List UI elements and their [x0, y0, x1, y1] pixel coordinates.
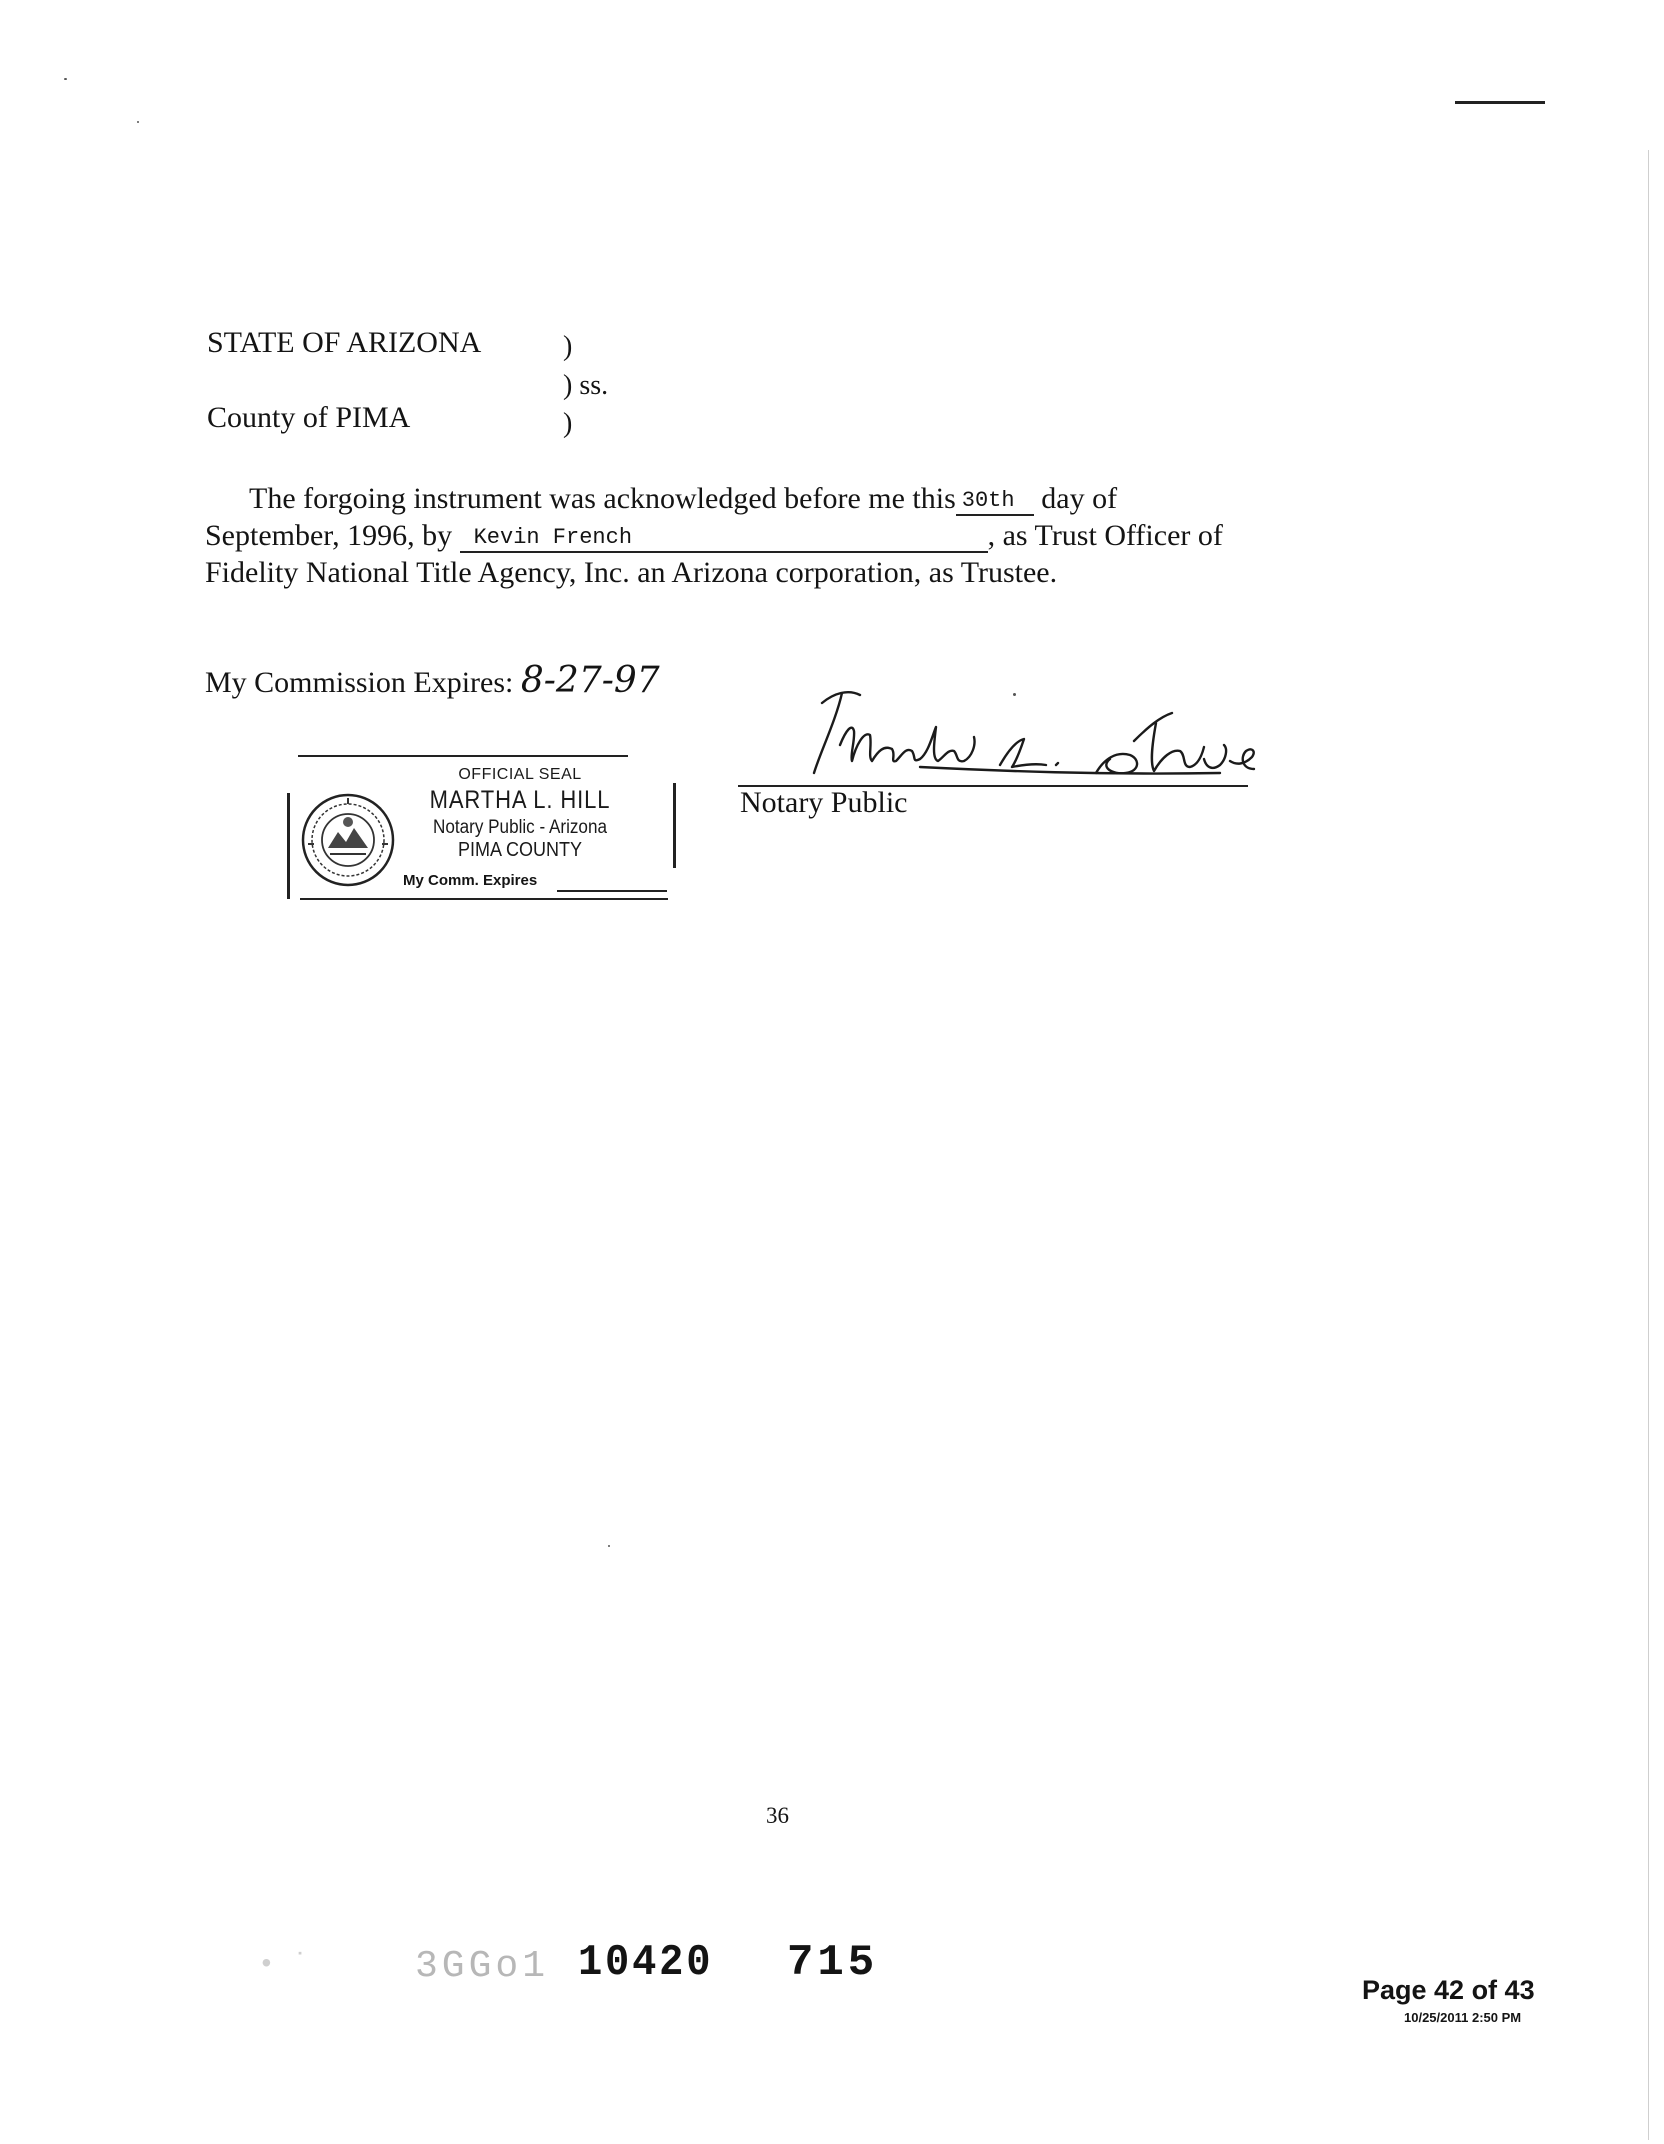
recording-page-number: 715 [787, 1938, 879, 1988]
venue-paren-ss: ) ss. [563, 370, 609, 401]
notary-signature [800, 675, 1270, 790]
acknowledgment-paragraph [205, 480, 1305, 591]
ack-line2-text: September, 1996, by [205, 519, 460, 552]
signature-stroke-m [814, 692, 975, 773]
signature-stroke-h [1096, 713, 1254, 773]
page-number: 36 [766, 1803, 789, 1828]
ack-line2-tail: , as Trust Officer of [987, 519, 1223, 552]
ack-signer-field: Kevin French [460, 525, 988, 553]
seal-notary-name: MARTHA L. HILL [429, 786, 611, 814]
seal-title: OFFICIAL SEAL [458, 766, 582, 783]
ack-day-field: 30th [956, 488, 1034, 516]
seal-expires-blank [557, 890, 667, 892]
scan-speck [608, 1545, 610, 1547]
signature-stroke-l [1000, 739, 1058, 767]
seal-county: PIMA COUNTY [457, 839, 583, 861]
venue-state: STATE OF ARIZONA [207, 326, 482, 359]
venue-paren-open: ) [563, 331, 573, 362]
recording-book-number: 10420 [578, 1938, 714, 1988]
recording-ghost-marks: • ˙ [258, 1950, 309, 1981]
seal-expires-label: My Comm. Expires [403, 872, 538, 889]
scan-edge-line [1648, 150, 1649, 2140]
seal-right-border [673, 783, 676, 868]
arizona-seal-emblem-icon [300, 792, 396, 888]
page-of-indicator: Page 42 of 43 [1362, 1975, 1535, 2005]
ack-line1-tail: day of [1033, 482, 1118, 515]
seal-top-rule [298, 755, 628, 757]
ack-line3-text: Fidelity National Title Agency, Inc. an Arizona corporation, as Trustee. [205, 556, 1058, 589]
venue-paren-close: ) [563, 408, 573, 439]
scan-speck [64, 78, 67, 80]
scan-speck [137, 121, 139, 123]
seal-role: Notary Public - Arizona [433, 817, 607, 838]
header-rule [1455, 101, 1545, 104]
commission-date: 8-27-97 [520, 660, 660, 701]
seal-bottom-rule [300, 898, 668, 900]
commission-line [205, 660, 660, 701]
signature-underline [920, 767, 1220, 774]
ack-line1-text: The forgoing instrument was acknowledged before me this [249, 482, 956, 515]
venue-county: County of PIMA [207, 401, 411, 434]
commission-label: My Commission Expires: [205, 666, 514, 699]
notary-title: Notary Public [740, 786, 908, 819]
recording-prefix: 3GGo1 [415, 1945, 550, 1988]
seal-left-border [287, 793, 290, 899]
print-timestamp: 10/25/2011 2:50 PM [1404, 2010, 1522, 2025]
